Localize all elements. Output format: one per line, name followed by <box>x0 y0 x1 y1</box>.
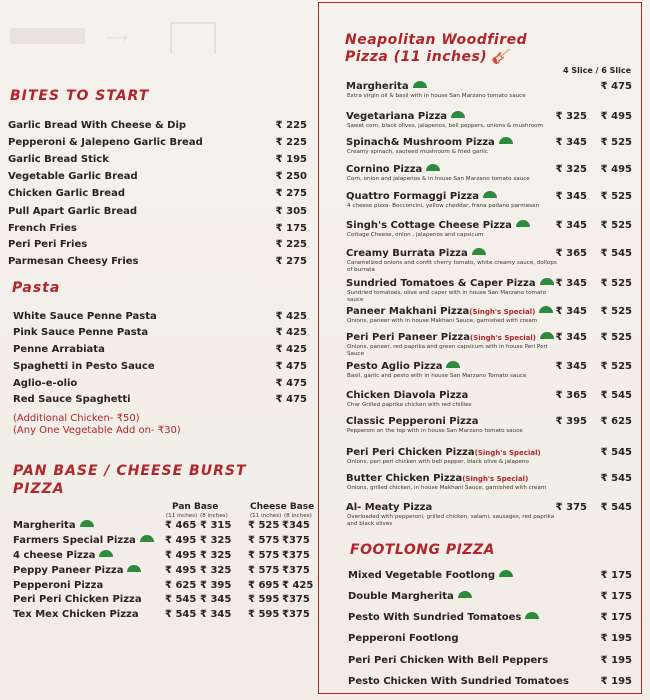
menu-item-price: ₹ 465 <box>165 520 197 531</box>
menu-item-price: ₹ 595 <box>248 609 280 620</box>
menu-item-price: ₹ 275 <box>275 256 307 267</box>
menu-item-name <box>13 550 113 561</box>
logo-gate-icon <box>170 22 216 54</box>
pizza-label: Spinach& Mushroom Pizza <box>346 137 495 148</box>
pasta-note-vegetable: (Any One Vegetable Add on- ₹30) <box>13 425 181 436</box>
pizza-description: 4 cheese pizza- Bocconcini, yellow cheddar, frana padano parmesan <box>347 203 540 209</box>
singhs-special-tag: (Singh's Special) <box>474 449 541 457</box>
footlong-item-name <box>348 655 548 666</box>
veg-leaf-icon <box>426 164 440 171</box>
menu-item-price: ₹ 475 <box>275 361 307 372</box>
neapolitan-title-2-text: Pizza (11 inches) <box>345 49 488 65</box>
menu-item-name <box>13 565 141 576</box>
pizza-price-6-slice: ₹ 545 <box>600 447 632 458</box>
bites-title: BITES TO START <box>10 88 150 104</box>
footlong-item-label: Pesto With Sundried Tomatoes <box>348 612 522 623</box>
menu-item-price: ₹ 325 <box>200 565 232 576</box>
pizza-name <box>346 111 465 122</box>
veg-leaf-icon <box>499 137 513 144</box>
pizza-description: Char Grilled paprika chicken with red chillies <box>347 402 472 408</box>
logo-arrow-icon: ⟶ <box>105 28 128 47</box>
veg-leaf-icon <box>80 520 94 527</box>
pizza-price-6-slice: ₹ 475 <box>600 81 632 92</box>
menu-item-name: Chicken Garlic Bread <box>8 188 125 199</box>
pizza-label: Cornino Pizza <box>346 164 423 175</box>
pizza-label: Quattro Formaggi Pizza <box>346 191 479 202</box>
pizza-price-4-slice: ₹ 345 <box>555 361 587 372</box>
menu-item-price: ₹ 545 <box>165 594 197 605</box>
pizza-price-6-slice: ₹ 545 <box>600 473 632 484</box>
menu-item-name: Red Sauce Spaghetti <box>13 394 131 405</box>
pasta-title: Pasta <box>12 280 61 296</box>
footlong-item-name <box>348 591 472 602</box>
pizza-name <box>346 502 432 513</box>
pizza-label: Peri Peri Paneer Pizza <box>346 332 470 343</box>
pizza-price-4-slice: ₹ 345 <box>555 332 587 343</box>
pizza-name <box>346 248 486 259</box>
menu-item-label: 4 cheese Pizza <box>13 550 96 561</box>
size-pan-a: (11 inches) <box>166 513 198 519</box>
pizza-description: Extra virgin oil & basil with in house San Marzano tomato sauce <box>347 93 526 99</box>
pizza-label: Paneer Makhani Pizza <box>346 306 470 317</box>
pizza-price-4-slice: ₹ 395 <box>555 416 587 427</box>
pizza-name <box>346 220 530 231</box>
pasta-note-chicken: (Additional Chicken- ₹50) <box>13 413 140 424</box>
footlong-item-name <box>348 570 513 581</box>
menu-item-price: ₹ 525 <box>248 520 280 531</box>
footlong-item-label: Mixed Vegetable Footlong <box>348 570 496 581</box>
menu-item-price: ₹ 305 <box>275 206 307 217</box>
pizza-price-6-slice: ₹ 525 <box>600 137 632 148</box>
size-pan-b: (8 inches) <box>200 513 228 519</box>
slice-header: 4 Slice / 6 Slice <box>563 66 632 75</box>
pizza-price-4-slice: ₹ 365 <box>555 390 587 401</box>
menu-item-price: ₹375 <box>282 565 310 576</box>
menu-item-name: Spaghetti in Pesto Sauce <box>13 361 155 372</box>
menu-item-price: ₹ 315 <box>200 520 232 531</box>
menu-item-name: Vegetable Garlic Bread <box>8 171 138 182</box>
size-cheese-b: (8 inches) <box>284 513 312 519</box>
pizza-price-6-slice: ₹ 525 <box>600 306 632 317</box>
pizza-name <box>346 278 554 289</box>
footlong-item-price: ₹ 195 <box>600 676 632 687</box>
pizza-description: Basil, garlic and pesto with in house San Marzano Tomato sauce <box>347 373 527 379</box>
menu-item-name: Pepperoni & Jalepeno Garlic Bread <box>8 137 203 148</box>
veg-leaf-icon <box>413 81 427 88</box>
pizza-description: Onions, paneer with in house Makhani Sauce, garnished with cream <box>347 318 538 324</box>
footlong-item-label: Pesto Chicken With Sundried Tomatoes <box>348 676 569 687</box>
menu-item-price: ₹ 495 <box>165 550 197 561</box>
panbase-title-2: PIZZA <box>13 481 65 497</box>
pizza-name <box>346 81 427 92</box>
menu-item-name: Garlic Bread With Cheese & Dip <box>8 120 187 131</box>
footlong-item-name <box>348 633 459 644</box>
pizza-price-6-slice: ₹ 525 <box>600 220 632 231</box>
pizza-price-4-slice: ₹ 325 <box>555 111 587 122</box>
menu-item-price: ₹ 225 <box>275 239 307 250</box>
veg-leaf-icon <box>458 591 472 598</box>
veg-leaf-icon <box>127 565 141 572</box>
footlong-title: FOOTLONG PIZZA <box>350 542 495 558</box>
pizza-price-6-slice: ₹ 525 <box>600 278 632 289</box>
pizza-description: Creamy spinach, sauteed mushroom & fried garlic <box>347 149 488 155</box>
menu-item-price: ₹ 425 <box>282 580 314 591</box>
pizza-name <box>346 137 513 148</box>
logo-wordmark <box>10 28 85 44</box>
pizza-description: Pepperoni on the top with in house San Marzano tomato sauce <box>347 428 523 434</box>
menu-item-label: Margherita <box>13 520 76 531</box>
pizza-name <box>346 361 460 372</box>
menu-item-price: ₹375 <box>282 535 310 546</box>
veg-leaf-icon <box>451 111 465 118</box>
pizza-price-6-slice: ₹ 545 <box>600 502 632 513</box>
menu-item-price: ₹ 325 <box>200 535 232 546</box>
menu-item-price: ₹ 625 <box>165 580 197 591</box>
menu-item-price: ₹ 475 <box>275 394 307 405</box>
pizza-label: Al- Meaty Pizza <box>346 502 433 513</box>
pizza-description: Onions, paneer, red paprika and green capsicum with in house Peri Peri Sauce <box>347 344 548 357</box>
col-cheese-base: Cheese Base <box>250 502 315 512</box>
menu-item-price: ₹375 <box>282 550 310 561</box>
pizza-price-6-slice: ₹ 525 <box>600 332 632 343</box>
menu-item-price: ₹ 425 <box>275 327 307 338</box>
pizza-label: Pesto Aglio Pizza <box>346 361 443 372</box>
footlong-item-price: ₹ 195 <box>600 633 632 644</box>
menu-item-price: ₹ 195 <box>275 154 307 165</box>
veg-leaf-icon <box>516 220 530 227</box>
panbase-title: PAN BASE / CHEESE BURST <box>13 463 247 479</box>
menu-item-name <box>13 520 94 531</box>
singhs-special-tag: (Singh's Special) <box>469 334 537 342</box>
veg-leaf-icon <box>140 535 154 542</box>
menu-item-price: ₹345 <box>282 520 310 531</box>
pizza-label: Classic Pepperoni Pizza <box>346 416 479 427</box>
menu-item-name <box>13 535 154 546</box>
footlong-item-price: ₹ 175 <box>600 570 632 581</box>
footlong-item-label: Peri Peri Chicken With Bell Peppers <box>348 655 549 666</box>
footlong-item-label: Pepperoni Footlong <box>348 633 459 644</box>
menu-item-price: ₹ 495 <box>165 535 197 546</box>
pizza-price-4-slice: ₹ 375 <box>555 502 587 513</box>
menu-item-name: Pull Apart Garlic Bread <box>8 206 138 217</box>
veg-leaf-icon <box>99 550 113 557</box>
pizza-price-4-slice: ₹ 345 <box>555 278 587 289</box>
pizza-name <box>346 306 553 317</box>
pizza-price-6-slice: ₹ 495 <box>600 164 632 175</box>
pizza-name <box>346 332 554 343</box>
menu-item-price: ₹ 495 <box>165 565 197 576</box>
menu-item-label: Pepperoni Pizza <box>13 580 104 591</box>
pizza-price-6-slice: ₹ 545 <box>600 390 632 401</box>
menu-item-price: ₹ 345 <box>200 594 232 605</box>
menu-item-price: ₹ 175 <box>275 223 307 234</box>
menu-item-price: ₹ 395 <box>200 580 232 591</box>
veg-leaf-icon <box>472 248 486 255</box>
pizza-name <box>346 473 528 484</box>
pizza-description: Sweet corn, black olives, jalapenos, bell peppers, onions & mushroom <box>347 123 543 129</box>
pizza-description: Cottage Cheese, onion , jalapenos and capsicum <box>347 232 484 238</box>
menu-item-label: Tex Mex Chicken Pizza <box>13 609 139 620</box>
col-pan-base: Pan Base <box>172 502 219 512</box>
pizza-price-6-slice: ₹ 545 <box>600 248 632 259</box>
pizza-label: Creamy Burrata Pizza <box>346 248 468 259</box>
pizza-name <box>346 447 541 458</box>
pizza-name <box>346 416 478 427</box>
menu-item-price: ₹ 225 <box>275 137 307 148</box>
pizza-description: Caramelized onions and confit cherry tomato, white creamy sauce, dollops of burrata <box>347 260 557 273</box>
pizza-name <box>346 390 468 401</box>
menu-item-name <box>13 609 139 620</box>
menu-item-price: ₹ 545 <box>165 609 197 620</box>
menu-item-price: ₹ 575 <box>248 565 280 576</box>
pizza-label: Singh's Cottage Cheese Pizza <box>346 220 512 231</box>
footlong-item-price: ₹ 175 <box>600 612 632 623</box>
pizza-description: Overloaded with pepperoni, grilled chicken, salami, sausages, red paprika and black olives <box>347 514 555 527</box>
menu-item-price: ₹ 345 <box>200 609 232 620</box>
pizza-price-4-slice: ₹ 345 <box>555 306 587 317</box>
pizza-label: Peri Peri Chicken Pizza <box>346 447 475 458</box>
menu-item-price: ₹ 425 <box>275 311 307 322</box>
menu-item-name: Parmesan Cheesy Fries <box>8 256 139 267</box>
footlong-item-name <box>348 612 539 623</box>
footlong-item-name <box>348 676 569 687</box>
menu-item-price: ₹ 225 <box>275 120 307 131</box>
neapolitan-title-2 <box>345 49 509 65</box>
menu-item-price: ₹ 695 <box>248 580 280 591</box>
pizza-description: Onions, peri peri chicken with bell pepper, black olive & jalapeno <box>347 459 529 465</box>
pizza-price-4-slice: ₹ 325 <box>555 164 587 175</box>
menu-item-price: ₹ 275 <box>275 188 307 199</box>
pizza-price-4-slice: ₹ 345 <box>555 220 587 231</box>
menu-item-price: ₹ 575 <box>248 550 280 561</box>
singhs-special-tag: (Singh's Special) <box>469 308 536 316</box>
pizza-price-6-slice: ₹ 495 <box>600 111 632 122</box>
restaurant-logo <box>10 18 225 58</box>
veg-leaf-icon <box>483 191 497 198</box>
pizza-price-6-slice: ₹ 625 <box>600 416 632 427</box>
pizza-description: Corn, onion and jalapenos & in house San Marzano tomato sauce <box>347 176 530 182</box>
pizza-label: Margherita <box>346 81 409 92</box>
guitar-icon: 🎸 <box>491 49 510 65</box>
pizza-price-4-slice: ₹ 365 <box>555 248 587 259</box>
pizza-label: Vegetariana Pizza <box>346 111 448 122</box>
menu-item-name <box>13 580 103 591</box>
menu-item-price: ₹ 325 <box>200 550 232 561</box>
menu-item-name: White Sauce Penne Pasta <box>13 311 157 322</box>
veg-leaf-icon <box>525 612 539 619</box>
pizza-price-6-slice: ₹ 525 <box>600 191 632 202</box>
menu-item-name: French Fries <box>8 223 77 234</box>
footlong-item-price: ₹ 175 <box>600 591 632 602</box>
veg-leaf-icon <box>499 570 513 577</box>
footlong-item-price: ₹ 195 <box>600 655 632 666</box>
menu-item-price: ₹375 <box>282 609 310 620</box>
menu-item-price: ₹ 595 <box>248 594 280 605</box>
pizza-description: Sundried tomatoes, olive and caper with in house San Marzano tomato sauce <box>347 290 547 303</box>
menu-item-price: ₹ 425 <box>275 344 307 355</box>
pizza-price-4-slice: ₹ 345 <box>555 137 587 148</box>
neapolitan-title: Neapolitan Woodfired <box>345 32 528 48</box>
pizza-label: Chicken Diavola Pizza <box>346 390 469 401</box>
pizza-price-4-slice: ₹ 345 <box>555 191 587 202</box>
menu-item-price: ₹ 250 <box>275 171 307 182</box>
pizza-price-6-slice: ₹ 525 <box>600 361 632 372</box>
menu-item-price: ₹ 475 <box>275 378 307 389</box>
pizza-name <box>346 191 497 202</box>
pizza-description: Onions, grilled chicken, in house Makhani Sauce, garnished with cream <box>347 485 547 491</box>
pizza-name <box>346 164 440 175</box>
pizza-label: Butter Chicken Pizza <box>346 473 463 484</box>
pizza-label: Sundried Tomatoes & Caper Pizza <box>346 278 536 289</box>
menu-item-label: Farmers Special Pizza <box>13 535 136 546</box>
veg-leaf-icon <box>446 361 460 368</box>
menu-item-label: Peppy Paneer Pizza <box>13 565 124 576</box>
menu-item-name <box>13 594 142 605</box>
singhs-special-tag: (Singh's Special) <box>462 475 529 483</box>
menu-item-name: Aglio-e-olio <box>13 378 78 389</box>
size-cheese-a: (11 inches) <box>250 513 282 519</box>
menu-item-label: Peri Peri Chicken Pizza <box>13 594 142 605</box>
menu-item-name: Peri Peri Fries <box>8 239 88 250</box>
footlong-item-label: Double Margherita <box>348 591 454 602</box>
menu-item-name: Pink Sauce Penne Pasta <box>13 327 149 338</box>
menu-item-price: ₹375 <box>282 594 310 605</box>
menu-item-name: Penne Arrabiata <box>13 344 105 355</box>
menu-item-price: ₹ 575 <box>248 535 280 546</box>
menu-item-name: Garlic Bread Stick <box>8 154 109 165</box>
